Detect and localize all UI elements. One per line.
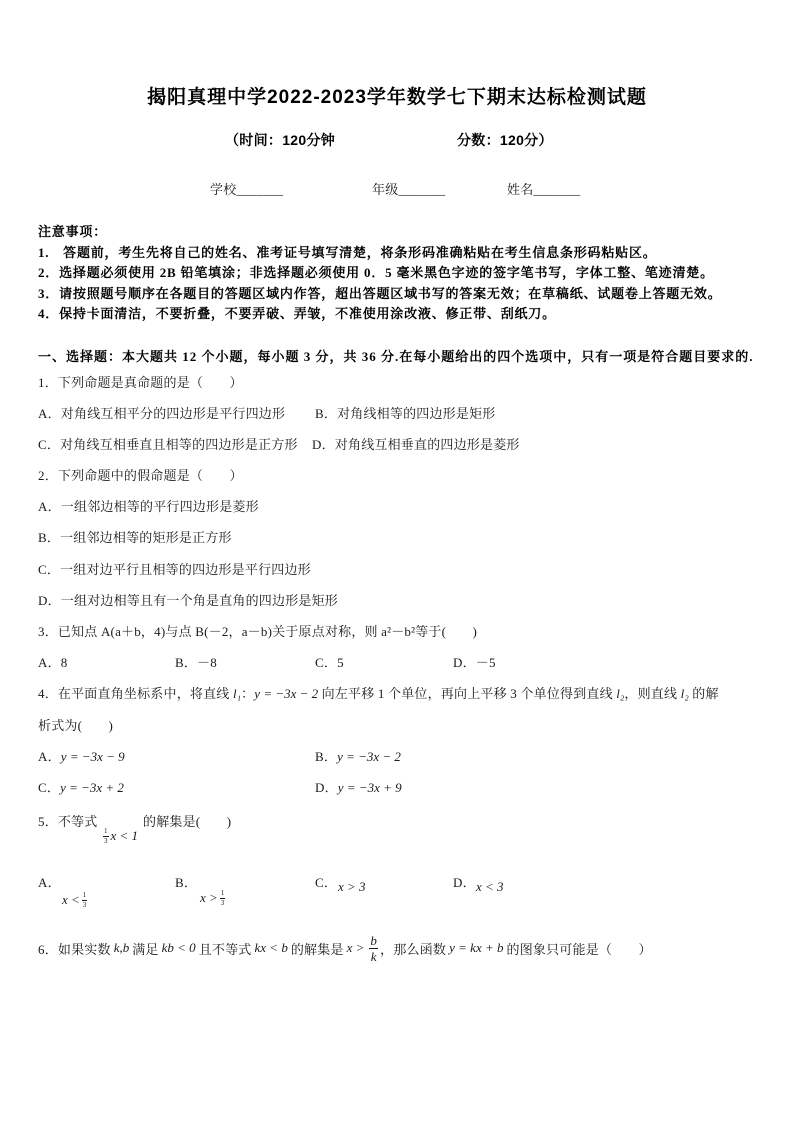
note-item: 3．请按照题号顺序在各题目的答题区域内作答，超出答题区域书写的答案无效；在草稿纸、试题卷上答题无效。 [38, 286, 722, 301]
q5-option-a-label: A． [38, 875, 61, 890]
fraction-numerator: 1 [104, 826, 108, 835]
school-field: 学校_______ [210, 182, 284, 197]
q6-math: k,b [113, 940, 130, 955]
fraction [82, 892, 88, 909]
q6-stem [38, 931, 652, 965]
fraction [103, 828, 109, 845]
q1-stem: 1．下列命题是真命题的是（ ） [38, 375, 243, 390]
grade-field: 年级_______ [372, 182, 446, 197]
line-l1: l₁ [232, 686, 242, 701]
q3-option-c: C．5 [315, 655, 344, 670]
fraction-denominator: 3 [104, 836, 108, 845]
q3-stem: 3．已知点 A(a＋b，4)与点 B(－2，a－b)关于原点对称，则 a²－b²等于( ) [38, 624, 478, 639]
q2-option-a: A．一组邻边相等的平行四边形是菱形 [38, 499, 259, 514]
q5-option-b-label: B． [175, 875, 198, 890]
fraction-denominator: 3 [220, 898, 225, 907]
option-expression: y = −3x − 2 [337, 749, 401, 764]
q6-text: 满足 [132, 941, 159, 957]
q6-math: kx < b [254, 940, 288, 955]
q5-option-c [338, 878, 366, 896]
q4-stem-text: 向左平移 1 个单位，再向上平移 3 个单位得到直线 [318, 686, 617, 701]
exam-time: （时间：120分钟 [225, 132, 336, 148]
q4-stem [38, 685, 719, 703]
fraction-denominator: 3 [82, 900, 87, 909]
q5-stem-tail: 的解集是( ) [143, 814, 232, 829]
q4-option-c [38, 779, 124, 797]
q2-option-c: C．一组对边平行且相等的四边形是平行四边形 [38, 562, 311, 577]
q6-math: y = kx + b [449, 940, 504, 955]
q4-stem-text: ： [241, 686, 255, 701]
option-label: A． [38, 749, 61, 764]
q5-option-d-label: D． [453, 875, 476, 890]
section-heading: 一、选择题：本大题共 12 个小题，每小题 3 分，共 36 分.在每小题给出的四个选项中，只有一项是符合题目要求的. [38, 349, 754, 364]
q6-text: 的解集是 [290, 941, 344, 957]
q4-stem-text: 4．在平面直角坐标系中，将直线 [38, 686, 233, 701]
q5-inequality [101, 826, 138, 846]
q4-stem-text: ，则直线 [624, 686, 681, 701]
q6-math: kb < 0 [161, 940, 196, 955]
q4-option-b [315, 748, 401, 766]
option-expression: x > 3 [338, 879, 366, 894]
q1-option-d: D．对角线互相垂直的四边形是菱形 [312, 437, 520, 452]
q4-stem-continued: 析式为( ) [38, 718, 114, 733]
q5-option-c-label: C． [315, 875, 338, 890]
q4-option-a [38, 748, 125, 766]
q1-option-a: A．对角线互相平分的四边形是平行四边形 [38, 406, 286, 421]
fraction [369, 934, 378, 963]
notes-heading: 注意事项： [38, 224, 108, 239]
q6-text: 且不等式 [198, 941, 252, 957]
line-equation: y = −3x − 2 [254, 686, 319, 701]
q4-option-d [315, 779, 402, 797]
q1-option-c: C．对角线互相垂直且相等的四边形是正方形 [38, 437, 298, 452]
q3-option-d: D．－5 [453, 655, 496, 670]
fraction-denominator: k [370, 948, 377, 964]
fraction-numerator: b [370, 932, 378, 948]
q5-stem: 5．不等式 [38, 814, 98, 829]
option-expression: y = −3x + 2 [60, 780, 124, 795]
q6-math: x > [346, 940, 365, 955]
q3-option-a: A．8 [38, 655, 68, 670]
fraction [220, 890, 226, 907]
name-field: 姓名_______ [507, 182, 581, 197]
option-label: D． [315, 780, 338, 795]
q2-option-b: B．一组邻边相等的矩形是正方形 [38, 530, 232, 545]
q6-text: 6．如果实数 [38, 941, 111, 957]
option-expression: y = −3x + 9 [337, 780, 402, 795]
note-item: 1. 答题前，考生先将自己的姓名、准考证号填写清楚，将条形码准确粘贴在考生信息条形码粘贴区。 [38, 245, 657, 260]
exam-title: 揭阳真理中学2022-2023学年数学七下期末达标检测试题 [147, 87, 647, 108]
q5-option-b [200, 887, 227, 909]
q5-option-d [476, 878, 504, 896]
option-expression: y = −3x − 9 [60, 749, 125, 764]
line-l2: l₂ [680, 686, 689, 701]
option-label: B． [315, 749, 338, 764]
line-l2: l₂ [616, 686, 625, 701]
q2-stem: 2．下列命题中的假命题是（ ） [38, 468, 243, 483]
q5-option-a [62, 889, 89, 911]
q6-text: ，那么函数 [380, 941, 447, 957]
note-item: 4．保持卡面清洁，不要折叠，不要弄破、弄皱，不准使用涂改液、修正带、刮纸刀。 [38, 306, 556, 321]
q6-text: 的图象只可能是（ ） [506, 941, 652, 957]
fraction-numerator: 1 [82, 890, 87, 899]
option-expression: x > [200, 890, 218, 905]
option-expression: x < [62, 892, 80, 907]
option-expression: x < 3 [476, 879, 504, 894]
q4-stem-text: 的解 [688, 686, 719, 701]
exam-score: 分数：120分） [457, 132, 553, 148]
note-item: 2．选择题必须使用 2B 铅笔填涂；非选择题必须使用 0．5 毫米黑色字迹的签字笔书写，字体工整、笔迹清楚。 [38, 265, 714, 280]
fraction-numerator: 1 [220, 888, 225, 897]
q3-option-b: B．－8 [175, 655, 217, 670]
q2-option-d: D．一组对边相等且有一个角是直角的四边形是矩形 [38, 593, 338, 608]
q1-option-b: B．对角线相等的四边形是矩形 [315, 406, 496, 421]
inequality-expression: x < 1 [110, 828, 139, 843]
option-label: C． [38, 780, 61, 795]
